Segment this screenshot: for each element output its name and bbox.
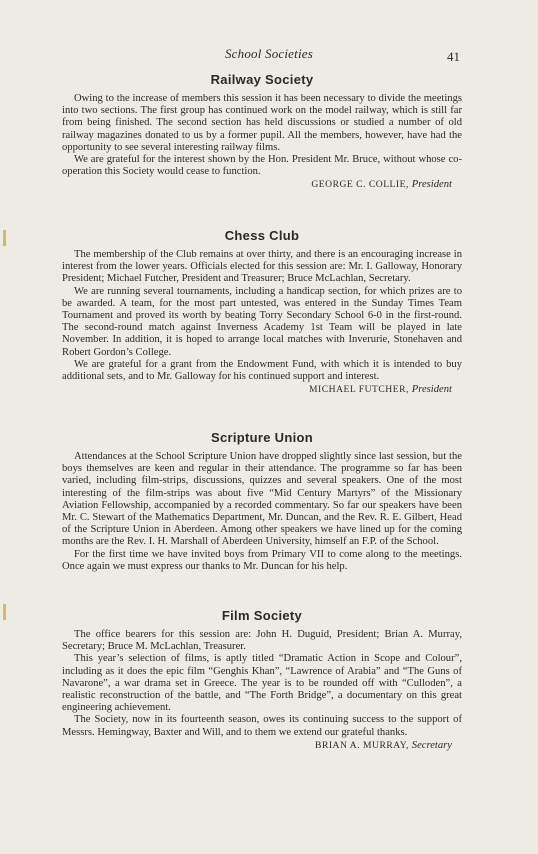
running-title: School Societies — [224, 46, 314, 61]
paragraph: We are grateful for a grant from the Endowment Fund, with which it is intended to buy additional sets, and to Mr. Galloway for his continued support and interest. — [62, 358, 462, 383]
section-heading: Film Society — [221, 608, 303, 623]
chess-club-section — [62, 228, 462, 395]
paragraph: Owing to the increase of members this session it has been necessary to divide the meetings into two sections. The first group has continued work on the model railway, which is still far from being finished. The second section has held discussions or studied a number of old railway magazines donated to us by a former pupil. All the members, however, have had the opportunity to see several interesting railway films. — [62, 93, 462, 153]
running-head — [0, 46, 538, 62]
paragraph: The office bearers for this session are: John H. Duguid, President; Brian A. Murray, Secretary; Bruce M. McLachlan, Treasurer. — [62, 629, 462, 653]
section-heading: Scripture Union — [210, 430, 313, 445]
signature-name: MICHAEL FUTCHER — [309, 384, 406, 396]
signature-role: President — [411, 179, 452, 191]
railway-society-section — [62, 72, 462, 190]
page-number: 41 — [447, 49, 460, 64]
scripture-union-section — [62, 430, 462, 573]
signature-name: GEORGE C. COLLIE — [311, 179, 406, 191]
signature-name: BRIAN A. MURRAY — [315, 739, 406, 751]
signature: GEORGE C. COLLIE, President — [311, 179, 452, 191]
paragraph: We are running several tournaments, including a handicap section, for which prizes are to be awarded. A team, for the most part untested, was entered in the Sunday Times Team Tournament and proved its worth by beating Torry Secondary School 6-0 in the first-round. The second-round match against Inverness Academy 1st Team will be played in late November. In addition, it is hoped to arrange local matches with Inverurie, Stonehaven and Robert Gordon’s College. — [62, 285, 462, 358]
paragraph: The membership of the Club remains at over thirty, and there is an encouraging increase in interest from the lower years. Officials elected for this session are: Mr. I. Galloway, Honorary President; Michael Futcher, President and Treasurer; Bruce McLachlan, Secretary. — [62, 249, 462, 285]
signature: BRIAN A. MURRAY, Secretary — [315, 739, 452, 751]
paragraph: We are grateful for the interest shown by the Hon. President Mr. Bruce, without whose co-operation this Society would cease to function. — [62, 154, 462, 178]
film-society-section — [62, 608, 462, 751]
section-heading: Railway Society — [210, 72, 314, 87]
margin-mark — [3, 230, 6, 246]
margin-mark — [3, 604, 6, 620]
section-heading: Chess Club — [224, 228, 300, 243]
paragraph: Attendances at the School Scripture Union have dropped slightly since last session, but the boys themselves are keen and regular in their attendance. The programme so far has been varied, including film-strips, discussions, quizzes and several speakers. One of the most interesting of the film-strips was about five “Mid Century Martyrs” of the Missionary Aviation Fellowship, accompanied by a recorded commentary. So far our speakers have been Mr. C. Stewart of the Mathematics Department, Mr. Duncan, and the Rev. R. E. Gilbert, Head of the Scripture Union in Aberdeen. Among other speakers we have lined up for the coming months are the Rev. I. H. Marshall of Aberdeen University, himself an F.P. of the School. — [62, 451, 462, 548]
signature-role: Secretary — [411, 739, 452, 751]
signature: MICHAEL FUTCHER, President — [309, 384, 452, 396]
paragraph: The Society, now in its fourteenth season, owes its continuing success to the support of Messrs. Hemingway, Baxter and Will, and to them we extend our grateful thanks. — [62, 714, 462, 738]
signature-role: President — [411, 384, 452, 396]
paragraph: For the first time we have invited boys from Primary VII to come along to the meetings. Once again we must express our thanks to Mr. Duncan for his help. — [62, 548, 462, 572]
paragraph: This year’s selection of films, is aptly titled “Dramatic Action in Scope and Colour”, including as it does the epic film “Genghis Khan”, “Lawrence of Arabia” and “The Guns of Navarone”, a war drama set in Greece. The year is to be rounded off with “Culloden”, a realistic reconstruction of the battle, and “The Forth Bridge”, a documentary on this great engineering achievement. — [62, 653, 462, 714]
